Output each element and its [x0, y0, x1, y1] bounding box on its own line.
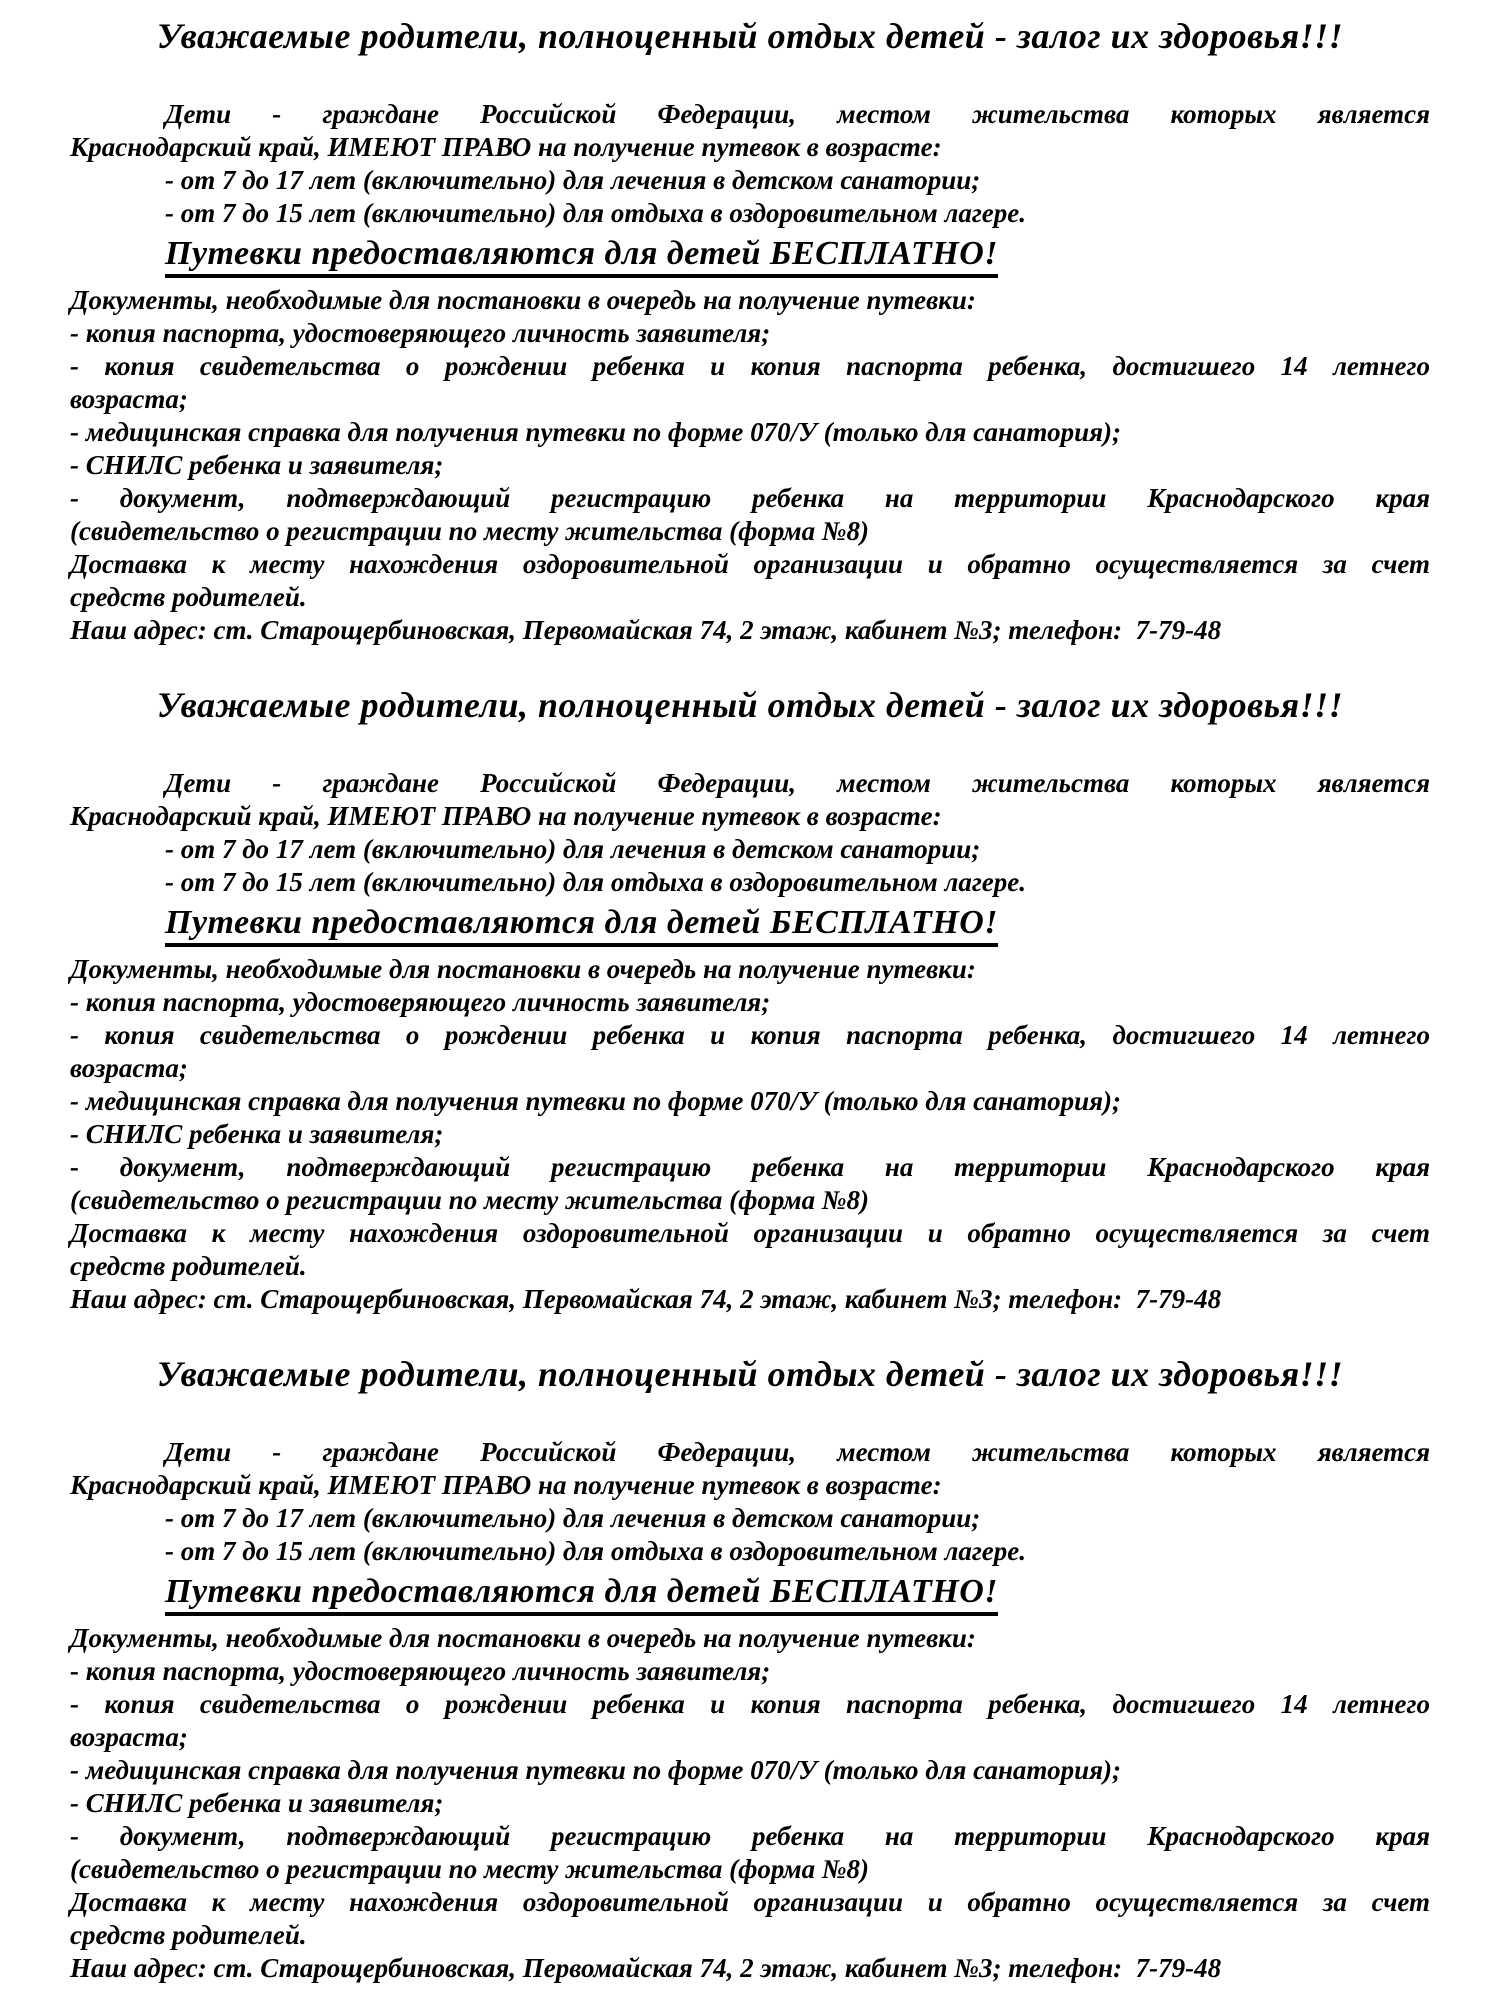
doc-registration-line-1: - документ, подтверждающий регистрацию ребенка на территории Краснодарского края: [70, 1821, 1430, 1851]
intro-line-1: Дети - граждане Российской Федерации, местом жительства которых является: [165, 99, 1430, 129]
notice-block-3: [70, 1352, 1430, 1985]
free-vouchers-heading-text: Путевки предоставляются для детей БЕСПЛАТНО!: [165, 1573, 998, 1616]
intro-line-2: Краснодарский край, ИМЕЮТ ПРАВО на получение путевок в возрасте:: [70, 1470, 942, 1500]
doc-birth-certificate-line-1: - копия свидетельства о рождении ребенка и копия паспорта ребенка, достигшего 14 летнего: [70, 1689, 1430, 1719]
documents-heading: Документы, необходимые для постановки в очередь на получение путевки:: [70, 285, 976, 315]
delivery-note-line-1: Доставка к месту нахождения оздоровительной организации и обратно осуществляется за счет: [70, 1218, 1430, 1248]
doc-passport-copy: - копия паспорта, удостоверяющего личность заявителя;: [70, 1656, 771, 1686]
doc-birth-certificate-line-2: возраста;: [70, 1722, 188, 1752]
doc-snils: - СНИЛС ребенка и заявителя;: [70, 1119, 444, 1149]
age-rule-camp: - от 7 до 15 лет (включительно) для отдыха в оздоровительном лагере.: [165, 198, 1027, 228]
address-line: Наш адрес: ст. Старощербиновская, Первомайская 74, 2 этаж, кабинет №3; телефон: 7-79-48: [70, 1953, 1222, 1983]
intro-line-2: Краснодарский край, ИМЕЮТ ПРАВО на получение путевок в возрасте:: [70, 132, 942, 162]
notice-title: Уважаемые родители, полноценный отдых детей - залог их здоровья!!!: [156, 685, 1344, 725]
address-line: Наш адрес: ст. Старощербиновская, Первомайская 74, 2 этаж, кабинет №3; телефон: 7-79-48: [70, 1284, 1222, 1314]
doc-registration-line-2: (свидетельство о регистрации по месту жительства (форма №8): [70, 516, 870, 546]
doc-birth-certificate-line-2: возраста;: [70, 384, 188, 414]
free-vouchers-heading: [70, 1572, 1430, 1612]
intro-line-1: Дети - граждане Российской Федерации, местом жительства которых является: [165, 768, 1430, 798]
notice-block-1: [70, 14, 1430, 647]
documents-heading: Документы, необходимые для постановки в очередь на получение путевки:: [70, 954, 976, 984]
delivery-note-line-1: Доставка к месту нахождения оздоровительной организации и обратно осуществляется за счет: [70, 549, 1430, 579]
delivery-note-line-2: средств родителей.: [70, 1920, 307, 1950]
delivery-note-line-2: средств родителей.: [70, 1251, 307, 1281]
age-rule-sanatorium: - от 7 до 17 лет (включительно) для лечения в детском санатории;: [165, 834, 981, 864]
intro-line-1: Дети - граждане Российской Федерации, местом жительства которых является: [165, 1437, 1430, 1467]
doc-medical-certificate: - медицинская справка для получения путевки по форме 070/У (только для санатория);: [70, 1755, 1121, 1785]
notice-title: Уважаемые родители, полноценный отдых детей - залог их здоровья!!!: [156, 1354, 1344, 1394]
doc-medical-certificate: - медицинская справка для получения путевки по форме 070/У (только для санатория);: [70, 1086, 1121, 1116]
doc-medical-certificate: - медицинская справка для получения путевки по форме 070/У (только для санатория);: [70, 417, 1121, 447]
age-rule-camp: - от 7 до 15 лет (включительно) для отдыха в оздоровительном лагере.: [165, 1536, 1027, 1566]
free-vouchers-heading: [70, 903, 1430, 943]
doc-birth-certificate-line-2: возраста;: [70, 1053, 188, 1083]
age-rule-sanatorium: - от 7 до 17 лет (включительно) для лечения в детском санатории;: [165, 165, 981, 195]
free-vouchers-heading-text: Путевки предоставляются для детей БЕСПЛАТНО!: [165, 904, 998, 947]
doc-passport-copy: - копия паспорта, удостоверяющего личность заявителя;: [70, 987, 771, 1017]
notice-title: Уважаемые родители, полноценный отдых детей - залог их здоровья!!!: [156, 16, 1344, 56]
free-vouchers-heading-text: Путевки предоставляются для детей БЕСПЛАТНО!: [165, 235, 998, 278]
address-line: Наш адрес: ст. Старощербиновская, Первомайская 74, 2 этаж, кабинет №3; телефон: 7-79-48: [70, 615, 1222, 645]
doc-registration-line-1: - документ, подтверждающий регистрацию ребенка на территории Краснодарского края: [70, 483, 1430, 513]
free-vouchers-heading: [70, 234, 1430, 274]
doc-registration-line-2: (свидетельство о регистрации по месту жительства (форма №8): [70, 1185, 870, 1215]
documents-heading: Документы, необходимые для постановки в очередь на получение путевки:: [70, 1623, 976, 1653]
doc-registration-line-1: - документ, подтверждающий регистрацию ребенка на территории Краснодарского края: [70, 1152, 1430, 1182]
intro-line-2: Краснодарский край, ИМЕЮТ ПРАВО на получение путевок в возрасте:: [70, 801, 942, 831]
doc-registration-line-2: (свидетельство о регистрации по месту жительства (форма №8): [70, 1854, 870, 1884]
doc-birth-certificate-line-1: - копия свидетельства о рождении ребенка и копия паспорта ребенка, достигшего 14 летнего: [70, 1020, 1430, 1050]
doc-birth-certificate-line-1: - копия свидетельства о рождении ребенка и копия паспорта ребенка, достигшего 14 летнего: [70, 351, 1430, 381]
age-rule-sanatorium: - от 7 до 17 лет (включительно) для лечения в детском санатории;: [165, 1503, 981, 1533]
notice-block-2: [70, 683, 1430, 1316]
doc-snils: - СНИЛС ребенка и заявителя;: [70, 450, 444, 480]
delivery-note-line-1: Доставка к месту нахождения оздоровительной организации и обратно осуществляется за счет: [70, 1887, 1430, 1917]
doc-passport-copy: - копия паспорта, удостоверяющего личность заявителя;: [70, 318, 771, 348]
age-rule-camp: - от 7 до 15 лет (включительно) для отдыха в оздоровительном лагере.: [165, 867, 1027, 897]
doc-snils: - СНИЛС ребенка и заявителя;: [70, 1788, 444, 1818]
delivery-note-line-2: средств родителей.: [70, 582, 307, 612]
